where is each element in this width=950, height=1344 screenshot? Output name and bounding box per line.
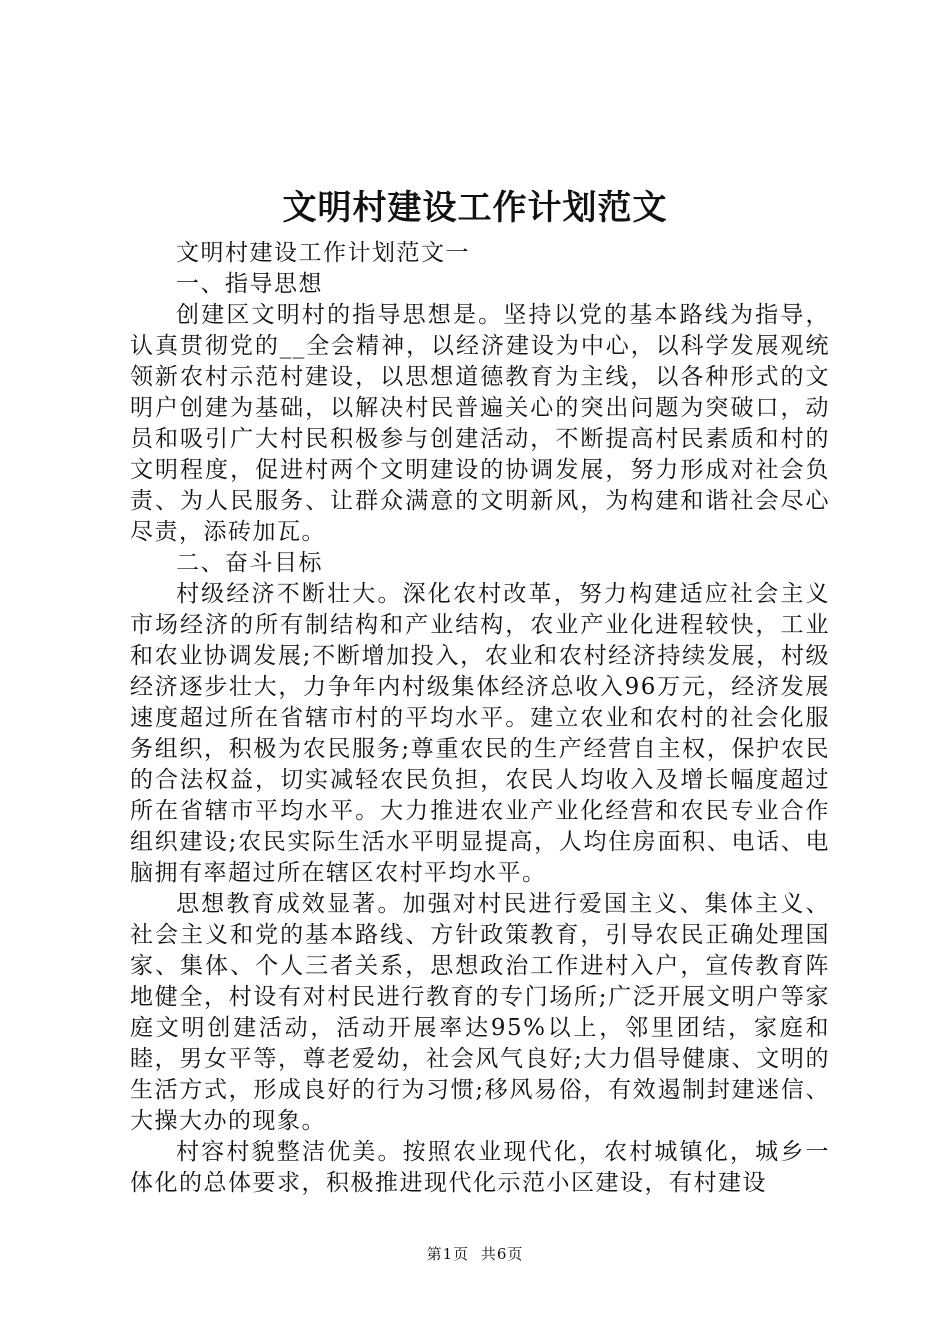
page-total: 共6页 [480, 1245, 524, 1263]
page-number: 第1页 [426, 1245, 470, 1263]
paragraph-village-appearance: 村容村貌整洁优美。按照农业现代化，农村城镇化，城乡一体化的总体要求，积极推进现代化示范小区建设，有村建设 [130, 1139, 830, 1196]
section-heading-goals: 二、奋斗目标 [176, 550, 323, 576]
document-body [130, 238, 830, 1199]
section-heading-guiding-ideology: 一、指导思想 [176, 271, 323, 297]
paragraph-guiding-ideology: 创建区文明村的指导思想是。坚持以党的基本路线为指导，认真贯彻党的__全会精神，以经济建设为中心，以科学发展观统领新农村示范村建设，以思想道德教育为主线，以各种形式的文明户创建为基础，以解决村民普遍关心的突出问题为突破口，动员和吸引广大村民积极参与创建活动，不断提高村民素质和村的文明程度，促进村两个文明建设的协调发展，努力形成对社会负责、为人民服务、让群众满意的文明新风，为构建和谐社会尽心尽责，添砖加瓦。 [130, 302, 830, 545]
page-footer [0, 1243, 950, 1265]
paragraph-education: 思想教育成效显著。加强对村民进行爱国主义、集体主义、社会主义和党的基本路线、方针政策教育，引导农民正确处理国家、集体、个人三者关系，思想政治工作进村入户，宣传教育阵地健全，村设有对村民进行教育的专门场所;广泛开展文明户等家庭文明创建活动，活动开展率达95%以上，邻里团结，家庭和睦，男女平等，尊老爱幼，社会风气良好;大力倡导健康、文明的生活方式，形成良好的行为习惯;移风易俗，有效遏制封建迷信、大操大办的现象。 [130, 891, 830, 1134]
subtitle-paragraph: 文明村建设工作计划范文一 [176, 240, 470, 266]
document-title: 文明村建设工作计划范文 [282, 188, 668, 228]
paragraph-economy: 村级经济不断壮大。深化农村改革，努力构建适应社会主义市场经济的所有制结构和产业结构，农业产业化进程较快，工业和农业协调发展;不断增加投入，农业和农村经济持续发展，村级经济逐步壮大，力争年内村级集体经济总收入96万元，经济发展速度超过所在省辖市村的平均水平。建立农业和农村的社会化服务组织，积极为农民服务;尊重农民的生产经营自主权，保护农民的合法权益，切实减轻农民负担，农民人均收入及增长幅度超过所在省辖市平均水平。大力推进农业产业化经营和农民专业合作组织建设;农民实际生活水平明显提高，人均住房面积、电话、电脑拥有率超过所在辖区农村平均水平。 [130, 581, 830, 886]
